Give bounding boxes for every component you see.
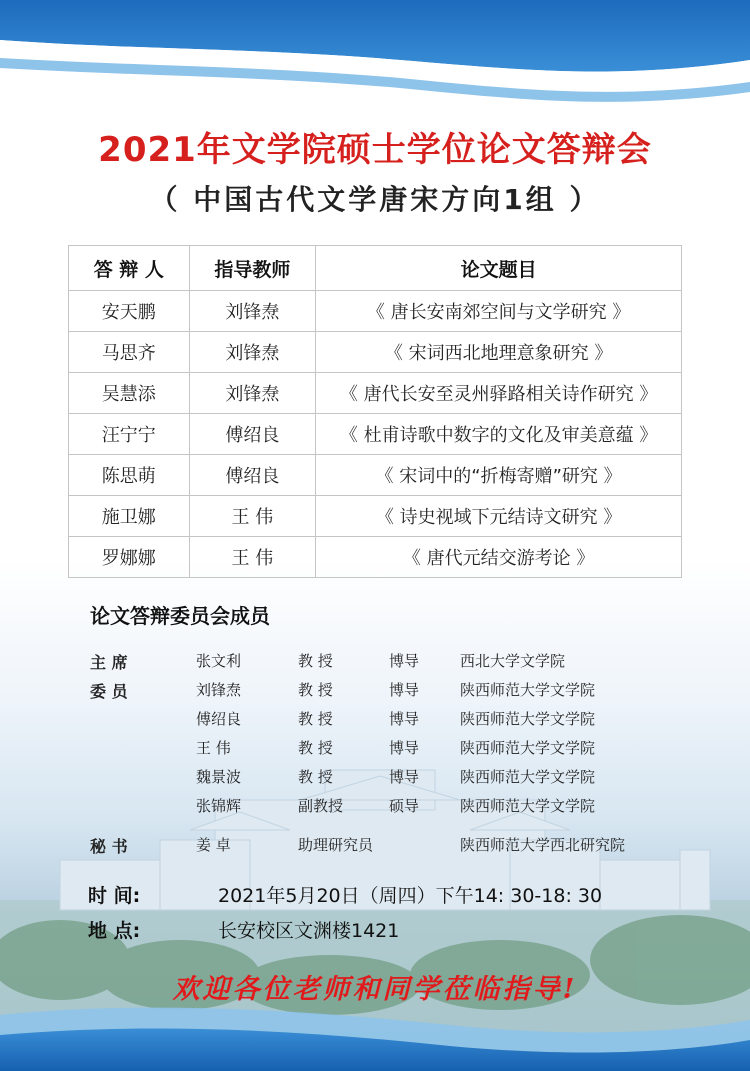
member-affiliation: 陕西师范大学文学院 [460, 797, 596, 815]
member-role: 秘 书 [90, 837, 128, 856]
defender-name: 陈思萌 [69, 455, 190, 496]
member-role: 主 席 [90, 653, 128, 672]
time-value: 2021年5月20日（周四）下午14: 30-18: 30 [218, 885, 603, 907]
advisor-name: 王 伟 [189, 496, 316, 537]
header-thesis-title: 论文题目 [316, 246, 682, 291]
table-row [69, 537, 682, 578]
thesis-title: 《 诗史视域下元结诗文研究 》 [316, 496, 682, 537]
advisor-name: 王 伟 [189, 537, 316, 578]
advisor-name: 刘锋焘 [189, 373, 316, 414]
member-title: 助理研究员 [298, 836, 374, 854]
advisor-name: 刘锋焘 [189, 291, 316, 332]
location-row [0, 916, 750, 944]
defender-name: 吴慧添 [69, 373, 190, 414]
committee-member-row [0, 795, 750, 817]
member-name: 傅绍良 [196, 710, 242, 728]
committee-member-row [0, 766, 750, 788]
member-name: 姜 卓 [196, 836, 231, 854]
member-affiliation: 西北大学文学院 [460, 652, 566, 670]
committee-member-row [0, 737, 750, 759]
table-row [69, 496, 682, 537]
defender-name: 安天鹏 [69, 291, 190, 332]
thesis-title: 《 杜甫诗歌中数字的文化及审美意蕴 》 [316, 414, 682, 455]
committee-member-row [0, 708, 750, 730]
time-row [0, 881, 750, 909]
table-row [69, 373, 682, 414]
member-title: 教 授 [298, 739, 333, 757]
member-supervisor-type: 博导 [389, 652, 420, 670]
member-name: 魏景波 [196, 768, 242, 786]
defender-name: 罗娜娜 [69, 537, 190, 578]
committee-member-row [0, 834, 750, 856]
thesis-title: 《 唐代长安至灵州驿路相关诗作研究 》 [316, 373, 682, 414]
member-affiliation: 陕西师范大学文学院 [460, 739, 596, 757]
member-supervisor-type: 硕导 [389, 797, 420, 815]
page-title: 2021年文学院硕士学位论文答辩会 [98, 130, 652, 170]
location-value: 长安校区文渊楼1421 [218, 920, 400, 942]
thesis-title: 《 宋词西北地理意象研究 》 [316, 332, 682, 373]
committee-member-row [0, 650, 750, 672]
advisor-name: 傅绍良 [189, 414, 316, 455]
advisor-name: 刘锋焘 [189, 332, 316, 373]
table-row [69, 414, 682, 455]
committee-heading: 论文答辩委员会成员 [90, 604, 270, 628]
defender-name: 施卫娜 [69, 496, 190, 537]
table-row [69, 291, 682, 332]
defender-name: 马思齐 [69, 332, 190, 373]
thesis-title: 《 唐长安南郊空间与文学研究 》 [316, 291, 682, 332]
member-name: 张文利 [196, 652, 242, 670]
thesis-title: 《 唐代元结交游考论 》 [316, 537, 682, 578]
member-title: 教 授 [298, 652, 333, 670]
member-title: 教 授 [298, 710, 333, 728]
member-affiliation: 陕西师范大学文学院 [460, 710, 596, 728]
member-supervisor-type: 博导 [389, 739, 420, 757]
location-label: 地 点: [88, 920, 141, 942]
table-row [69, 332, 682, 373]
header-defender: 答 辩 人 [69, 246, 190, 291]
member-affiliation: 陕西师范大学文学院 [460, 768, 596, 786]
member-role: 委 员 [90, 682, 128, 701]
time-label: 时 间: [88, 885, 141, 907]
member-name: 刘锋焘 [196, 681, 242, 699]
defense-schedule-table [68, 245, 682, 578]
member-name: 王 伟 [196, 739, 231, 757]
member-supervisor-type: 博导 [389, 710, 420, 728]
thesis-title: 《 宋词中的“折梅寄赠”研究 》 [316, 455, 682, 496]
member-title: 副教授 [298, 797, 344, 815]
page-subtitle: （ 中国古代文学唐宋方向1组 ） [149, 183, 601, 216]
member-supervisor-type: 博导 [389, 681, 420, 699]
member-name: 张锦辉 [196, 797, 242, 815]
member-supervisor-type: 博导 [389, 768, 420, 786]
member-affiliation: 陕西师范大学西北研究院 [460, 836, 626, 854]
table-row [69, 455, 682, 496]
welcome-message: 欢迎各位老师和同学莅临指导! [172, 974, 578, 1005]
member-affiliation: 陕西师范大学文学院 [460, 681, 596, 699]
header-advisor: 指导教师 [189, 246, 316, 291]
defender-name: 汪宁宁 [69, 414, 190, 455]
member-title: 教 授 [298, 768, 333, 786]
table-header-row [69, 246, 682, 291]
advisor-name: 傅绍良 [189, 455, 316, 496]
member-title: 教 授 [298, 681, 333, 699]
committee-member-row [0, 679, 750, 701]
